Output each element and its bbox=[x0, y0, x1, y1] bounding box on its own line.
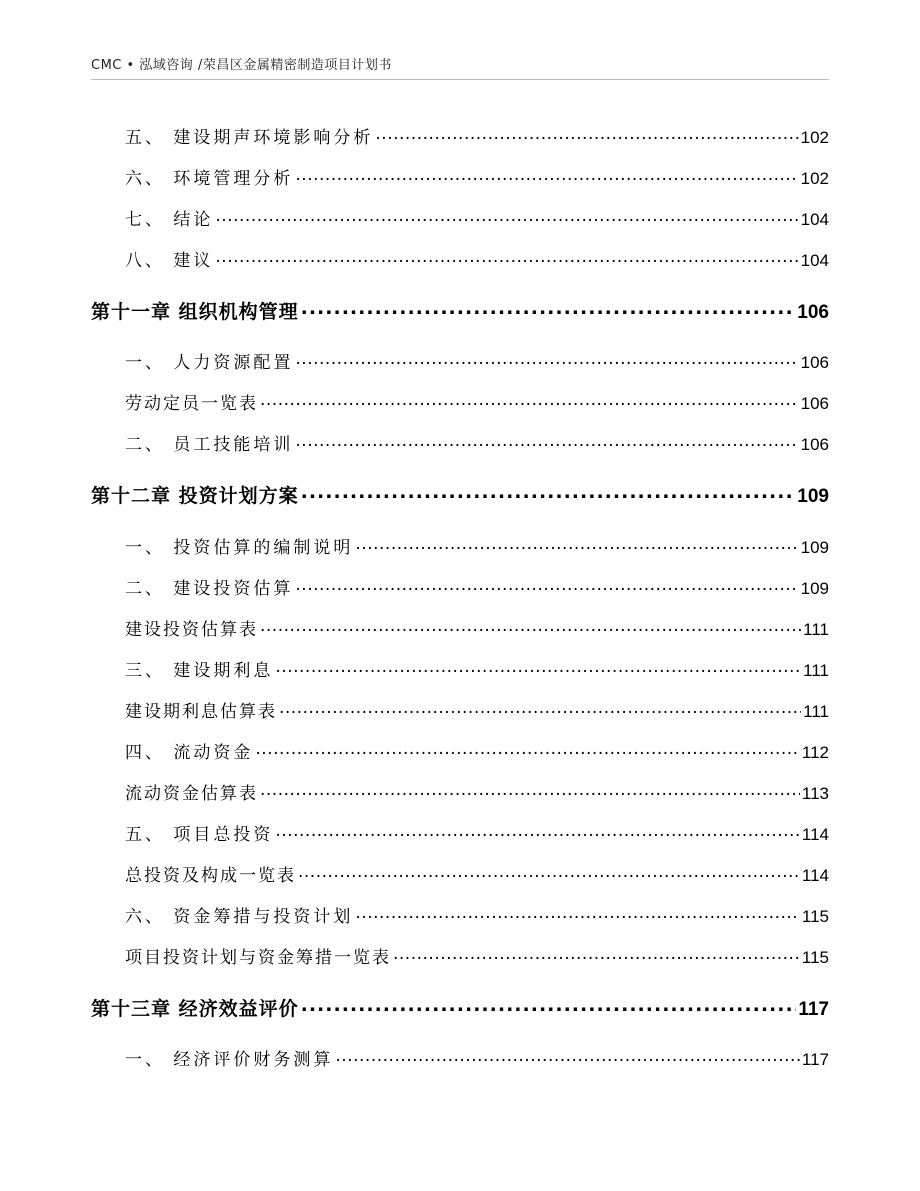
toc-dot-leader bbox=[295, 433, 798, 450]
toc-dot-leader bbox=[335, 1048, 799, 1065]
toc-entry-title: 二、 员工技能培训 bbox=[125, 435, 294, 455]
toc-table-entry[interactable] bbox=[125, 864, 829, 885]
toc-entry-page: 114 bbox=[801, 866, 829, 885]
toc-entry-title: 建设期利息估算表 bbox=[125, 702, 277, 722]
toc-chapter-page: 117 bbox=[798, 999, 829, 1020]
toc-entry[interactable] bbox=[125, 823, 829, 844]
toc-table-entry[interactable] bbox=[125, 618, 829, 639]
toc-dot-leader bbox=[355, 905, 799, 922]
toc-dot-leader bbox=[260, 618, 801, 635]
toc-dot-leader bbox=[260, 782, 800, 799]
toc-entry-title: 八、 建议 bbox=[125, 251, 214, 271]
toc-chapter-page: 109 bbox=[797, 486, 829, 507]
toc-entry-title: 六、 资金筹措与投资计划 bbox=[125, 907, 354, 927]
toc-dot-leader bbox=[279, 700, 801, 717]
toc-table-entry[interactable] bbox=[125, 946, 829, 967]
toc-entry[interactable] bbox=[125, 905, 829, 926]
toc-dot-leader bbox=[295, 577, 798, 594]
toc-dot-leader bbox=[275, 823, 799, 840]
toc-entry-title: 总投资及构成一览表 bbox=[125, 866, 296, 886]
toc-dot-leader bbox=[215, 208, 798, 225]
toc-dot-leader bbox=[295, 167, 798, 184]
toc-entry-title: 一、 人力资源配置 bbox=[125, 353, 294, 373]
toc-entry-page: 112 bbox=[801, 743, 829, 762]
toc-entry-page: 102 bbox=[800, 169, 829, 188]
toc-entry-title: 七、 结论 bbox=[125, 210, 214, 230]
toc-dot-leader bbox=[393, 946, 800, 963]
toc-chapter[interactable] bbox=[91, 996, 829, 1019]
toc-entry-title: 三、 建设期利息 bbox=[125, 661, 274, 681]
toc-chapter[interactable] bbox=[91, 483, 829, 506]
toc-entry[interactable] bbox=[125, 1048, 829, 1069]
toc-entry-page: 104 bbox=[800, 251, 829, 270]
toc-dot-leader bbox=[301, 299, 796, 318]
toc-chapter[interactable] bbox=[91, 299, 829, 322]
toc-entry-page: 109 bbox=[800, 538, 829, 557]
toc-entry-title: 流动资金估算表 bbox=[125, 784, 258, 804]
toc-entry[interactable] bbox=[125, 351, 829, 372]
toc-entry[interactable] bbox=[125, 433, 829, 454]
toc-entry-title: 二、 建设投资估算 bbox=[125, 579, 294, 599]
toc-entry-title: 四、 流动资金 bbox=[125, 743, 254, 763]
toc-entry[interactable] bbox=[125, 249, 829, 270]
toc-entry-title: 一、 投资估算的编制说明 bbox=[125, 538, 354, 558]
toc-entry-page: 111 bbox=[803, 702, 829, 721]
toc-dot-leader bbox=[301, 483, 796, 502]
toc-entry-page: 102 bbox=[800, 128, 829, 147]
toc-entry-page: 106 bbox=[800, 435, 829, 454]
toc-entry-title: 五、 项目总投资 bbox=[125, 825, 274, 845]
toc-entry-title: 项目投资计划与资金筹措一览表 bbox=[125, 948, 391, 968]
toc-entry-title: 建设投资估算表 bbox=[125, 620, 258, 640]
toc-entry[interactable] bbox=[125, 741, 829, 762]
toc-entry-page: 111 bbox=[803, 661, 829, 680]
toc-dot-leader bbox=[301, 996, 797, 1015]
running-header: CMC • 泓域咨询 /荣昌区金属精密制造项目计划书 bbox=[91, 58, 392, 73]
toc-dot-leader bbox=[255, 741, 799, 758]
toc-dot-leader bbox=[215, 249, 798, 266]
toc-dot-leader bbox=[275, 659, 801, 676]
toc-entry-page: 115 bbox=[801, 948, 829, 967]
toc-table-entry[interactable] bbox=[125, 782, 829, 803]
toc-entry-page: 111 bbox=[803, 620, 829, 639]
toc-entry-page: 114 bbox=[801, 825, 829, 844]
toc-entry[interactable] bbox=[125, 536, 829, 557]
toc-entry[interactable] bbox=[125, 577, 829, 598]
toc-entry-page: 104 bbox=[800, 210, 829, 229]
toc-chapter-title: 第十一章 组织机构管理 bbox=[91, 301, 299, 323]
toc-chapter-title: 第十二章 投资计划方案 bbox=[91, 485, 299, 507]
toc-entry[interactable] bbox=[125, 167, 829, 188]
toc-chapter-page: 106 bbox=[797, 302, 829, 323]
toc-table-entry[interactable] bbox=[125, 392, 829, 413]
header-rule bbox=[91, 79, 829, 80]
toc-entry[interactable] bbox=[125, 126, 829, 147]
toc-entry-title: 劳动定员一览表 bbox=[125, 394, 258, 414]
toc-dot-leader bbox=[375, 126, 798, 143]
toc-dot-leader bbox=[355, 536, 798, 553]
toc-chapter-title: 第十三章 经济效益评价 bbox=[91, 998, 299, 1020]
toc-entry[interactable] bbox=[125, 208, 829, 229]
toc-entry-page: 109 bbox=[800, 579, 829, 598]
toc-entry-page: 115 bbox=[801, 907, 829, 926]
toc-entry[interactable] bbox=[125, 659, 829, 680]
toc-entry-title: 五、 建设期声环境影响分析 bbox=[125, 128, 374, 148]
toc-entry-page: 113 bbox=[801, 784, 829, 803]
toc-dot-leader bbox=[295, 351, 798, 368]
toc-entry-title: 一、 经济评价财务测算 bbox=[125, 1050, 334, 1070]
toc-entry-page: 106 bbox=[800, 353, 829, 372]
toc-dot-leader bbox=[298, 864, 800, 881]
toc-entry-page: 117 bbox=[801, 1050, 829, 1069]
toc-entry-page: 106 bbox=[800, 394, 829, 413]
toc-table-entry[interactable] bbox=[125, 700, 829, 721]
toc-dot-leader bbox=[260, 392, 799, 409]
toc-entry-title: 六、 环境管理分析 bbox=[125, 169, 294, 189]
